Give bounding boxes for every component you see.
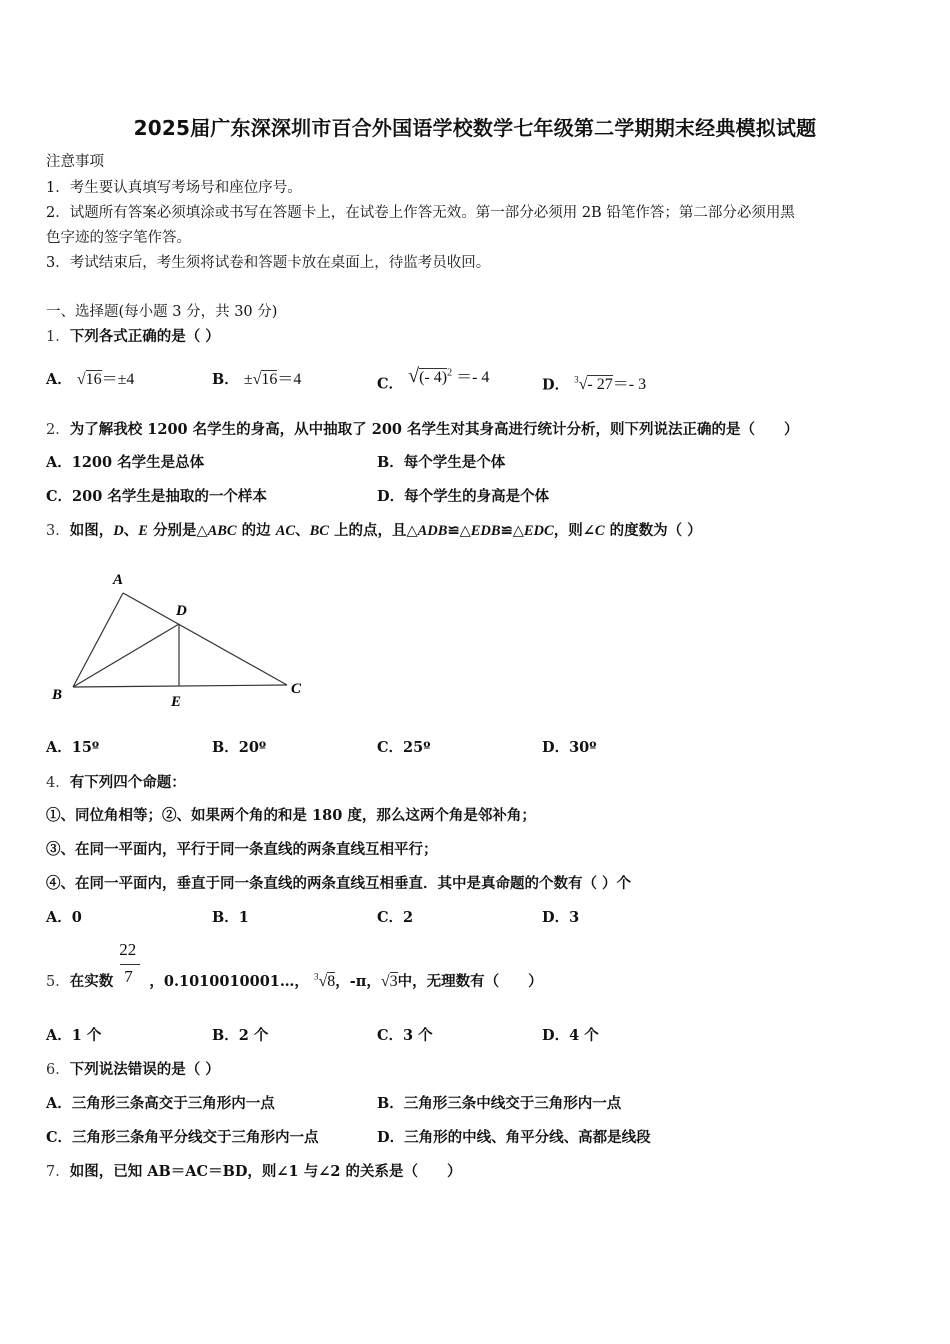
cbrt-8: $^3$√8 — [313, 971, 336, 990]
segment-ac — [123, 593, 287, 685]
notice-item-2: 2．试题所有答案必须填涂或书写在答题卡上，在试卷上作答无效。第一部分必须用 2B 铅笔作答；第二部分必须用黑 — [46, 205, 795, 221]
q4-option-d: D．3 — [542, 909, 580, 926]
q6-option-b: B．三角形三条中线交于三角形内一点 — [377, 1095, 622, 1112]
label-d: D — [176, 603, 187, 619]
sqrt-expression: √(- 4)$^2$ ＝- 4 — [408, 365, 490, 388]
sqrt-expression: √16＝±4 — [76, 371, 135, 388]
label-b: B — [52, 687, 63, 703]
q4-option-a: A．0 — [46, 909, 82, 926]
q6-option-a: A．三角形三条高交于三角形内一点 — [46, 1095, 275, 1112]
notice-heading: 注意事项 — [46, 154, 104, 170]
segment-ab — [73, 593, 123, 687]
question-stem: 如图，已知 AB＝AC＝BD，则∠1 与∠2 的关系是（ ） — [69, 1163, 462, 1180]
q3-option-d: D．30º — [542, 739, 597, 756]
question-2 — [46, 420, 799, 440]
q4-proposition-1-2: ①、同位角相等；②、如果两个角的和是 180 度，那么这两个角是邻补角； — [46, 807, 536, 824]
question-number: 1． — [46, 329, 70, 345]
sqrt-3: √3 — [380, 973, 398, 990]
question-stem: 有下列四个命题： — [69, 774, 186, 791]
q4-proposition-4: ④、在同一平面内，垂直于同一条直线的两条直线互相垂直．其中是真命题的个数有（ ）个 — [46, 875, 632, 892]
q1-option-d — [542, 370, 646, 395]
question-number: 7． — [46, 1164, 70, 1180]
q1-option-b — [212, 370, 301, 390]
question-number: 4． — [46, 775, 70, 791]
q3-option-c: C．25º — [377, 739, 431, 756]
q5-option-c: C．3 个 — [377, 1027, 433, 1044]
page-title: 2025届广东深深圳市百合外国语学校数学七年级第二学期期末经典模拟试题 — [133, 116, 817, 140]
option-label: A． — [46, 371, 72, 388]
option-label: B． — [212, 371, 239, 388]
sqrt-expression: ±√16＝4 — [243, 371, 302, 388]
question-stem: 为了解我校 1200 名学生的身高，从中抽取了 200 名学生对其身高进行统计分析，则下列说法正确的是（ ） — [69, 421, 799, 438]
question-number: 3． — [46, 523, 70, 539]
q6-option-c: C．三角形三条角平分线交于三角形内一点 — [46, 1129, 319, 1146]
notice-item-3: 3．考试结束后，考生须将试卷和答题卡放在桌面上，待监考员收回。 — [46, 255, 491, 271]
question-number: 5． — [46, 974, 70, 990]
q6-option-d: D．三角形的中线、角平分线、高都是线段 — [377, 1129, 651, 1146]
question-5: 5．在实数 $\frac{22}{7}$ ，0.1010010001…， $^3$√8，-π，√3中，无理数有（ ） — [46, 940, 543, 990]
q3-option-b: B．20º — [212, 739, 267, 756]
cbrt-expression: $^3$√- 27＝- 3 — [574, 375, 647, 394]
q2-option-c: C．200 名学生是抽取的一个样本 — [46, 488, 267, 505]
q1-option-a — [46, 370, 134, 390]
label-a: A — [113, 572, 124, 588]
q2-option-d: D．每个学生的身高是个体 — [377, 488, 550, 505]
question-number: 2． — [46, 422, 70, 438]
question-stem: 下列说法错误的是（ ） — [69, 1061, 220, 1078]
question-1 — [46, 327, 220, 347]
q2-option-a: A．1200 名学生是总体 — [46, 454, 205, 471]
notice-item-1: 1．考生要认真填写考场号和座位序号。 — [46, 180, 302, 196]
question-6 — [46, 1060, 220, 1080]
label-e: E — [171, 694, 182, 710]
question-4 — [46, 773, 186, 793]
question-3: 3．如图，D、E 分别是△ABC 的边 AC、BC 上的点，且△ADB≌△EDB≌△EDC，则∠C 的度数为（ ） — [46, 522, 702, 539]
notice-item-2-cont: 色字迹的签字笔作答。 — [46, 230, 191, 246]
q3-option-a: A．15º — [46, 739, 100, 756]
q5-option-a: A．1 个 — [46, 1027, 102, 1044]
q4-proposition-3: ③、在同一平面内，平行于同一条直线的两条直线互相平行； — [46, 841, 438, 858]
q4-option-c: C．2 — [377, 909, 414, 926]
option-label: D． — [542, 376, 570, 394]
question-7 — [46, 1162, 461, 1182]
question-stem: 下列各式正确的是（ ） — [69, 328, 220, 345]
q2-option-b: B．每个学生是个体 — [377, 454, 506, 471]
option-label: C． — [377, 375, 404, 393]
segment-bc — [73, 685, 287, 687]
section-heading: 一、选择题(每小题 3 分，共 30 分) — [46, 304, 278, 320]
question-number: 6． — [46, 1062, 70, 1078]
segment-bd — [73, 624, 179, 687]
label-c: C — [291, 681, 302, 697]
q4-option-b: B．1 — [212, 909, 249, 926]
triangle-figure — [40, 560, 340, 720]
q5-option-d: D．4 个 — [542, 1027, 599, 1044]
q5-option-b: B．2 个 — [212, 1027, 269, 1044]
q1-option-c — [377, 365, 490, 394]
fraction-22-7: $\frac{22}{7}$ — [118, 966, 144, 986]
